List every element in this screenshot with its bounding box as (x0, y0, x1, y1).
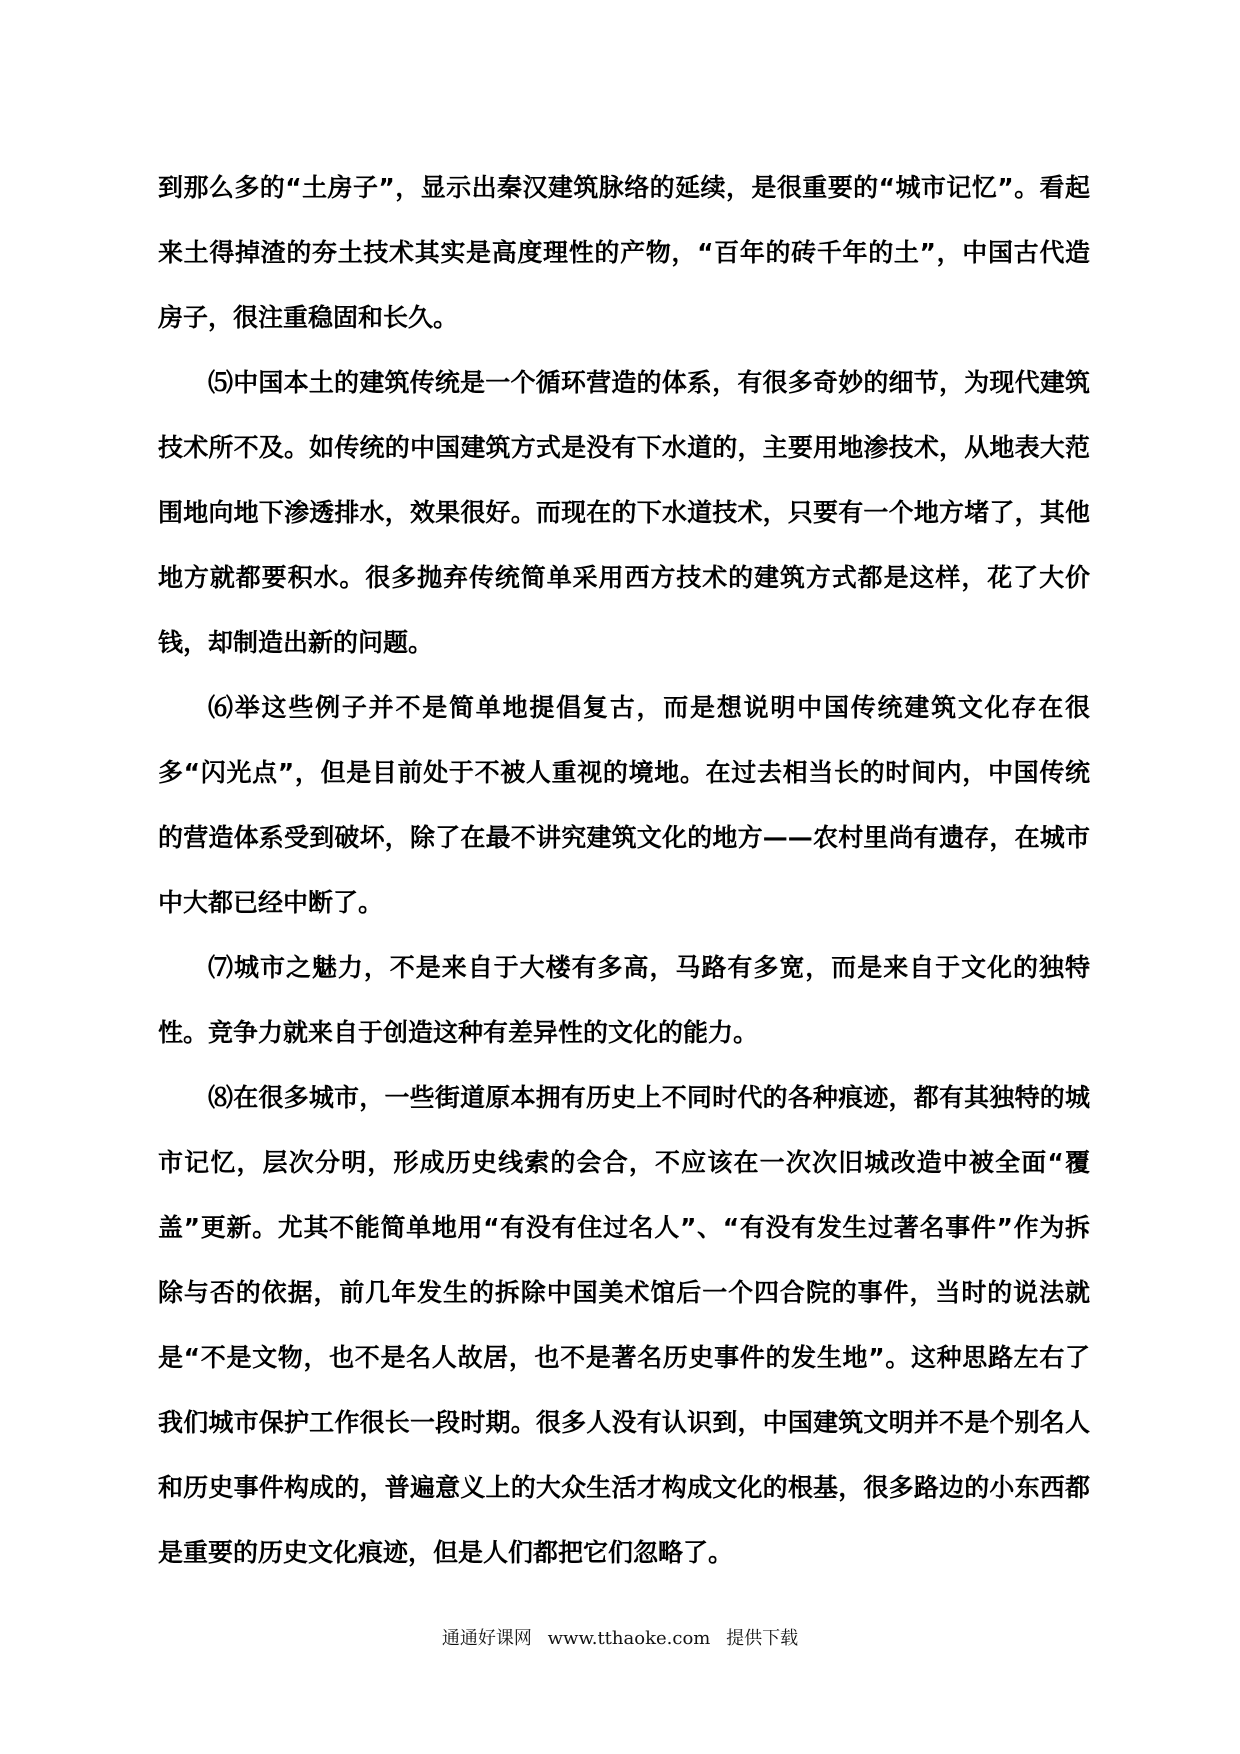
footer-suffix: 提供下载 (726, 1628, 799, 1649)
paragraph-5: ⑸中国本土的建筑传统是一个循环营造的体系，有很多奇妙的细节，为现代建筑技术所不及。如传统的中国建筑方式是没有下水道的，主要用地渗技术，从地表大范围地向地下渗透排水，效果很好。而现在的下水道技术，只要有一个地方堵了，其他地方就都要积水。很多抛弃传统简单采用西方技术的建筑方式都是这样，花了大价钱，却制造出新的问题。 (158, 368, 1090, 657)
footer-site-name: 通通好课网 (441, 1628, 532, 1649)
page-footer (0, 1624, 1240, 1650)
paragraph-continued: 到那么多的“土房子”，显示出秦汉建筑脉络的延续，是很重要的“城市记忆”。看起来土得掉渣的夯土技术其实是高度理性的产物，“百年的砖千年的土”，中国古代造房子，很注重稳固和长久。 (158, 173, 1090, 332)
paragraph-8: ⑻在很多城市，一些街道原本拥有历史上不同时代的各种痕迹，都有其独特的城市记忆，层次分明，形成历史线索的会合，不应该在一次次旧城改造中被全面“覆盖”更新。尤其不能简单地用“有没有住过名人”、“有没有发生过著名事件”作为拆除与否的依据，前几年发生的拆除中国美术馆后一个四合院的事件，当时的说法就是“不是文物，也不是名人故居，也不是著名历史事件的发生地”。这种思路左右了我们城市保护工作很长一段时期。很多人没有认识到，中国建筑文明并不是个别名人和历史事件构成的，普遍意义上的大众生活才构成文化的根基，很多路边的小东西都是重要的历史文化痕迹，但是人们都把它们忽略了。 (158, 1083, 1090, 1567)
document-body (158, 155, 1090, 1585)
footer-url-link[interactable]: www.tthaoke.com (547, 1628, 711, 1649)
paragraph-7: ⑺城市之魅力，不是来自于大楼有多高，马路有多宽，而是来自于文化的独特性。竞争力就来自于创造这种有差异性的文化的能力。 (158, 953, 1090, 1047)
paragraph-6: ⑹举这些例子并不是简单地提倡复古，而是想说明中国传统建筑文化存在很多“闪光点”，但是目前处于不被人重视的境地。在过去相当长的时间内，中国传统的营造体系受到破坏，除了在最不讲究建筑文化的地方——农村里尚有遗存，在城市中大都已经中断了。 (158, 693, 1090, 917)
